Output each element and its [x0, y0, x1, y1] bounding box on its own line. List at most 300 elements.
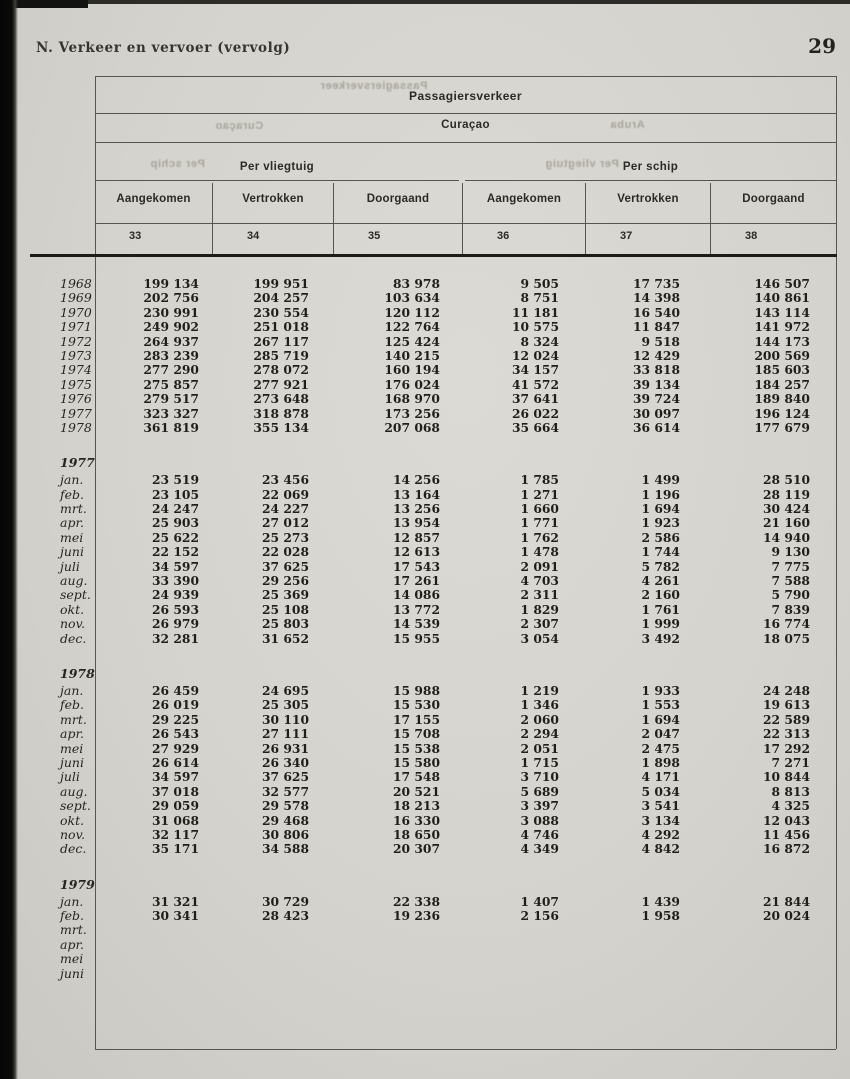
table-row	[30, 291, 837, 305]
column-group-per-vliegtuig: Per vliegtuig	[95, 154, 459, 181]
year-heading: 1978	[60, 665, 95, 681]
cell-col-37: 2 475	[641, 740, 680, 756]
cell-col-37: 1 553	[641, 697, 680, 713]
scan-top-edge	[0, 0, 850, 4]
row-label: juli	[60, 769, 80, 785]
cell-col-37: 9 518	[641, 333, 680, 349]
row-label: juni	[60, 965, 84, 981]
cell-col-38: 28 119	[762, 486, 810, 502]
rule-under-region	[95, 142, 836, 143]
cell-col-38: 11 456	[762, 826, 810, 842]
cell-col-38: 146 507	[754, 276, 810, 291]
row-label: 1971	[60, 319, 92, 335]
cell-col-37: 4 292	[641, 826, 680, 842]
row-label: 1978	[60, 419, 92, 435]
table-row	[30, 828, 837, 842]
cell-col-35: 173 256	[384, 405, 440, 421]
cell-col-33: 32 281	[151, 630, 199, 646]
cell-col-37: 1 439	[641, 893, 680, 909]
cell-col-34: 29 468	[261, 812, 309, 828]
cell-col-37: 17 735	[632, 276, 680, 291]
cell-col-33: 33 390	[151, 573, 199, 589]
column-header-label: Vertrokken	[617, 193, 679, 205]
column-header-label: Doorgaand	[742, 193, 805, 205]
cell-col-35: 103 634	[384, 290, 440, 306]
cell-col-35: 14 256	[392, 472, 440, 488]
cell-col-38: 24 248	[762, 682, 810, 698]
cell-col-33	[95, 938, 212, 952]
cell-col-34: 204 257	[253, 290, 309, 306]
cell-col-33: 26 543	[151, 726, 199, 742]
cell-col-36: 1 771	[520, 515, 559, 531]
row-label: apr.	[60, 936, 85, 952]
cell-col-34: 37 625	[261, 769, 309, 785]
cell-col-37: 3 541	[641, 798, 680, 814]
cell-col-38: 8 813	[771, 783, 810, 799]
cell-col-33: 25 903	[151, 515, 199, 531]
cell-col-36: 35 664	[511, 419, 559, 435]
cell-col-36: 8 751	[520, 290, 559, 306]
cell-col-35: 12 857	[392, 529, 440, 545]
cell-col-34: 30 110	[261, 711, 309, 727]
cell-col-33: 26 614	[151, 754, 199, 770]
row-label: apr.	[60, 726, 85, 742]
column-header-35	[333, 183, 462, 254]
cell-col-37: 30 097	[632, 405, 680, 421]
cell-col-38: 7 775	[771, 558, 810, 574]
cell-col-34	[212, 952, 333, 966]
row-label: mei	[60, 740, 84, 756]
cell-col-34: 230 554	[253, 304, 309, 320]
cell-col-35: 15 538	[392, 740, 440, 756]
table-row	[30, 502, 837, 516]
cell-col-36: 2 051	[520, 740, 559, 756]
row-label: dec.	[60, 841, 87, 857]
row-label: 1975	[60, 376, 92, 392]
cell-col-38: 20 024	[762, 908, 810, 924]
cell-col-34: 27 111	[261, 726, 309, 742]
cell-col-33: 30 341	[151, 908, 199, 924]
cell-col-36: 3 088	[520, 812, 559, 828]
column-header-label: Vertrokken	[242, 193, 304, 205]
cell-col-35: 22 338	[392, 893, 440, 909]
row-label: feb.	[60, 908, 84, 924]
table-row	[30, 742, 837, 756]
cell-col-37: 1 761	[641, 601, 680, 617]
cell-col-38: 7 271	[771, 754, 810, 770]
row-label: feb.	[60, 697, 84, 713]
row-label: 1969	[60, 290, 92, 306]
cell-col-38: 184 257	[754, 376, 810, 392]
row-label: mrt.	[60, 501, 87, 517]
cell-col-34: 25 273	[261, 529, 309, 545]
cell-col-37: 1 999	[641, 616, 680, 632]
cell-col-34: 318 878	[253, 405, 309, 421]
cell-col-38: 7 839	[771, 601, 810, 617]
table-row	[30, 967, 837, 981]
cell-col-34: 22 028	[261, 544, 309, 560]
column-number: 34	[247, 230, 260, 242]
table-row	[30, 923, 837, 937]
cell-col-38: 10 844	[762, 769, 810, 785]
table-region: Curaçao	[441, 119, 490, 131]
table-row	[30, 952, 837, 966]
show-through-text: Per vliegtuig	[545, 158, 619, 170]
cell-col-38: 21 160	[762, 515, 810, 531]
cell-col-36: 1 271	[520, 486, 559, 502]
table-row	[30, 488, 837, 502]
row-label: juli	[60, 558, 80, 574]
cell-col-33	[95, 967, 212, 981]
table-row	[30, 727, 837, 741]
cell-col-37: 3 134	[641, 812, 680, 828]
column-group-per-schip: Per schip	[465, 154, 836, 181]
section-heading-row	[30, 664, 837, 684]
cell-col-37: 1 694	[641, 711, 680, 727]
cell-col-34: 285 719	[253, 347, 309, 363]
column-group-row	[95, 154, 836, 181]
cell-col-37: 1 196	[641, 486, 680, 502]
cell-col-34: 34 588	[261, 841, 309, 857]
cell-col-34: 30 806	[261, 826, 309, 842]
cell-col-34: 37 625	[261, 558, 309, 574]
cell-col-37: 33 818	[632, 362, 680, 378]
cell-col-37	[585, 967, 710, 981]
row-label: sept.	[60, 798, 91, 814]
cell-col-35: 13 954	[392, 515, 440, 531]
table-row	[30, 392, 837, 406]
row-label: mrt.	[60, 922, 87, 938]
cell-col-36: 1 219	[520, 682, 559, 698]
cell-col-36: 2 311	[520, 587, 559, 603]
table-row	[30, 335, 837, 349]
row-label: okt.	[60, 812, 85, 828]
cell-col-34: 26 931	[261, 740, 309, 756]
cell-col-34: 22 069	[261, 486, 309, 502]
cell-col-38: 21 844	[762, 893, 810, 909]
table-row	[30, 756, 837, 770]
cell-col-34	[212, 923, 333, 937]
cell-col-33: 26 593	[151, 601, 199, 617]
cell-col-38: 189 840	[754, 391, 810, 407]
cell-col-33: 31 321	[151, 893, 199, 909]
cell-col-36: 26 022	[511, 405, 559, 421]
cell-col-33: 264 937	[143, 333, 199, 349]
table-section	[30, 664, 837, 857]
row-label: mei	[60, 951, 84, 967]
cell-col-33: 29 059	[151, 798, 199, 814]
cell-col-37: 5 034	[641, 783, 680, 799]
cell-col-33: 279 517	[143, 391, 199, 407]
cell-col-33: 26 019	[151, 697, 199, 713]
table-row	[30, 421, 837, 435]
cell-col-35: 14 086	[392, 587, 440, 603]
cell-col-38	[710, 923, 836, 937]
cell-col-37: 1 499	[641, 472, 680, 488]
row-label: mei	[60, 529, 84, 545]
table-row	[30, 603, 837, 617]
cell-col-38: 28 510	[762, 472, 810, 488]
cell-col-34: 25 108	[261, 601, 309, 617]
table-row	[30, 617, 837, 631]
table-row	[30, 545, 837, 559]
column-header-36	[462, 183, 585, 254]
table-section	[30, 875, 837, 981]
cell-col-36: 1 829	[520, 601, 559, 617]
row-label: aug.	[60, 573, 88, 589]
column-number: 37	[620, 230, 633, 242]
cell-col-38: 17 292	[762, 740, 810, 756]
cell-col-35: 20 307	[392, 841, 440, 857]
row-label: 1976	[60, 391, 92, 407]
table-row	[30, 407, 837, 421]
cell-col-37: 39 724	[632, 391, 680, 407]
column-header-label: Aangekomen	[116, 193, 191, 205]
cell-col-36: 1 762	[520, 529, 559, 545]
cell-col-38: 16 872	[762, 841, 810, 857]
row-label: apr.	[60, 515, 85, 531]
cell-col-34: 26 340	[261, 754, 309, 770]
cell-col-37	[585, 952, 710, 966]
column-number: 35	[368, 230, 381, 242]
cell-col-38: 12 043	[762, 812, 810, 828]
cell-col-37: 4 261	[641, 573, 680, 589]
cell-col-33: 26 459	[151, 682, 199, 698]
cell-col-35: 16 330	[392, 812, 440, 828]
column-number: 33	[129, 230, 142, 242]
cell-col-38: 177 679	[754, 419, 810, 435]
cell-col-36: 11 181	[511, 304, 559, 320]
cell-col-36	[462, 923, 585, 937]
table-row	[30, 814, 837, 828]
row-label: jan.	[60, 472, 84, 488]
cell-col-36: 5 689	[520, 783, 559, 799]
cell-col-34: 277 921	[253, 376, 309, 392]
cell-col-34: 267 117	[253, 333, 309, 349]
cell-col-38	[710, 952, 836, 966]
table-row	[30, 698, 837, 712]
cell-col-36	[462, 952, 585, 966]
cell-col-33: 31 068	[151, 812, 199, 828]
cell-col-33: 34 597	[151, 558, 199, 574]
row-label: jan.	[60, 893, 84, 909]
row-label: juni	[60, 754, 84, 770]
cell-col-35: 14 539	[392, 616, 440, 632]
cell-col-33: 277 290	[143, 362, 199, 378]
cell-col-36: 41 572	[511, 376, 559, 392]
cell-col-34: 27 012	[261, 515, 309, 531]
cell-col-33: 275 857	[143, 376, 199, 392]
cell-col-37: 5 782	[641, 558, 680, 574]
table-section	[30, 453, 837, 646]
cell-col-33: 230 991	[143, 304, 199, 320]
cell-col-35: 17 543	[392, 558, 440, 574]
cell-col-34: 355 134	[253, 419, 309, 435]
table-row	[30, 531, 837, 545]
cell-col-36: 1 407	[520, 893, 559, 909]
cell-col-36: 9 505	[520, 276, 559, 291]
cell-col-33: 24 247	[151, 501, 199, 517]
column-header-33	[95, 183, 212, 254]
cell-col-33: 35 171	[151, 841, 199, 857]
cell-col-35	[333, 967, 462, 981]
cell-col-36: 37 641	[511, 391, 559, 407]
row-label: 1974	[60, 362, 92, 378]
table-section	[30, 277, 837, 435]
cell-col-35: 160 194	[384, 362, 440, 378]
cell-col-34: 29 578	[261, 798, 309, 814]
year-heading: 1979	[60, 876, 95, 892]
row-label: aug.	[60, 783, 88, 799]
cell-col-33: 199 134	[143, 276, 199, 291]
cell-col-35: 17 261	[392, 573, 440, 589]
cell-col-37: 1 933	[641, 682, 680, 698]
cell-col-34	[212, 967, 333, 981]
row-label: sept.	[60, 587, 91, 603]
page-number: 29	[808, 34, 836, 58]
cell-col-34: 25 803	[261, 616, 309, 632]
cell-col-38: 200 569	[754, 347, 810, 363]
table-row	[30, 770, 837, 784]
cell-col-33: 249 902	[143, 319, 199, 335]
column-header-38	[710, 183, 836, 254]
table-row	[30, 909, 837, 923]
cell-col-37: 1 958	[641, 908, 680, 924]
table-row	[30, 684, 837, 698]
rule-under-title	[95, 113, 836, 114]
cell-col-35: 140 215	[384, 347, 440, 363]
cell-col-36: 2 307	[520, 616, 559, 632]
cell-col-36: 2 091	[520, 558, 559, 574]
cell-col-36: 2 294	[520, 726, 559, 742]
cell-col-38: 18 075	[762, 630, 810, 646]
table-bottom-rule	[95, 1049, 836, 1050]
cell-col-35: 125 424	[384, 333, 440, 349]
cell-col-38: 144 173	[754, 333, 810, 349]
cell-col-37	[585, 938, 710, 952]
table-row	[30, 574, 837, 588]
table-title: Passagiersverkeer	[409, 89, 522, 103]
cell-col-38	[710, 967, 836, 981]
cell-col-37: 11 847	[632, 319, 680, 335]
cell-col-35: 17 548	[392, 769, 440, 785]
cell-col-33: 283 239	[143, 347, 199, 363]
cell-col-35: 207 068	[384, 419, 440, 435]
cell-col-33: 24 939	[151, 587, 199, 603]
cell-col-38: 196 124	[754, 405, 810, 421]
cell-col-34: 31 652	[261, 630, 309, 646]
cell-col-38: 7 588	[771, 573, 810, 589]
column-header-37	[585, 183, 710, 254]
cell-col-34: 199 951	[253, 276, 309, 291]
cell-col-36: 4 703	[520, 573, 559, 589]
cell-col-35: 17 155	[392, 711, 440, 727]
table-row	[30, 306, 837, 320]
cell-col-34: 32 577	[261, 783, 309, 799]
cell-col-34: 25 305	[261, 697, 309, 713]
row-label: 1977	[60, 405, 92, 421]
cell-col-35: 122 764	[384, 319, 440, 335]
cell-col-35: 19 236	[392, 908, 440, 924]
cell-col-33: 37 018	[151, 783, 199, 799]
cell-col-33: 361 819	[143, 419, 199, 435]
cell-col-36: 1 478	[520, 544, 559, 560]
row-label: 1970	[60, 304, 92, 320]
cell-col-35	[333, 952, 462, 966]
book-binding-edge	[0, 0, 18, 1079]
cell-col-37: 4 171	[641, 769, 680, 785]
cell-col-35: 13 772	[392, 601, 440, 617]
row-label: 1973	[60, 347, 92, 363]
table-row	[30, 378, 837, 392]
statistics-table-body	[30, 257, 837, 981]
cell-col-37: 2 160	[641, 587, 680, 603]
cell-col-34: 24 227	[261, 501, 309, 517]
cell-col-34	[212, 938, 333, 952]
cell-col-37: 12 429	[632, 347, 680, 363]
cell-col-34: 251 018	[253, 319, 309, 335]
cell-col-37: 1 744	[641, 544, 680, 560]
table-top-rule	[95, 76, 836, 77]
cell-col-36: 3 710	[520, 769, 559, 785]
cell-col-38: 19 613	[762, 697, 810, 713]
table-row	[30, 473, 837, 487]
cell-col-33: 32 117	[151, 826, 199, 842]
show-through-text: Passagiersverkeer	[320, 80, 428, 92]
table-row	[30, 785, 837, 799]
section-header: N. Verkeer en vervoer (vervolg)	[36, 40, 291, 56]
cell-col-36: 2 060	[520, 711, 559, 727]
cell-col-36: 1 785	[520, 472, 559, 488]
row-label: 1968	[60, 276, 92, 291]
cell-col-35: 15 708	[392, 726, 440, 742]
cell-col-38: 22 589	[762, 711, 810, 727]
cell-col-35: 15 580	[392, 754, 440, 770]
table-row	[30, 799, 837, 813]
cell-col-33: 323 327	[143, 405, 199, 421]
row-label: nov.	[60, 616, 86, 632]
cell-col-34: 273 648	[253, 391, 309, 407]
row-label: mrt.	[60, 711, 87, 727]
table-row	[30, 560, 837, 574]
cell-col-37: 36 614	[632, 419, 680, 435]
cell-col-38: 30 424	[762, 501, 810, 517]
column-header-34	[212, 183, 333, 254]
show-through-text: Curaçao	[215, 120, 264, 132]
cell-col-33: 23 519	[151, 472, 199, 488]
cell-col-36: 4 349	[520, 841, 559, 857]
column-number: 38	[745, 230, 758, 242]
cell-col-33	[95, 923, 212, 937]
cell-col-36: 3 397	[520, 798, 559, 814]
cell-col-35: 176 024	[384, 376, 440, 392]
show-through-text: Per schip	[150, 158, 205, 170]
cell-col-34: 23 456	[261, 472, 309, 488]
row-label: dec.	[60, 630, 87, 646]
column-header-label: Doorgaand	[366, 193, 430, 205]
cell-col-33: 34 597	[151, 769, 199, 785]
cell-col-36: 1 660	[520, 501, 559, 517]
cell-col-36: 1 346	[520, 697, 559, 713]
cell-col-38	[710, 938, 836, 952]
cell-col-35: 83 978	[392, 276, 440, 291]
cell-col-35: 20 521	[392, 783, 440, 799]
table-row	[30, 842, 837, 856]
column-number: 36	[497, 230, 510, 242]
cell-col-38: 141 972	[754, 319, 810, 335]
cell-col-35: 15 530	[392, 697, 440, 713]
cell-col-36: 2 156	[520, 908, 559, 924]
